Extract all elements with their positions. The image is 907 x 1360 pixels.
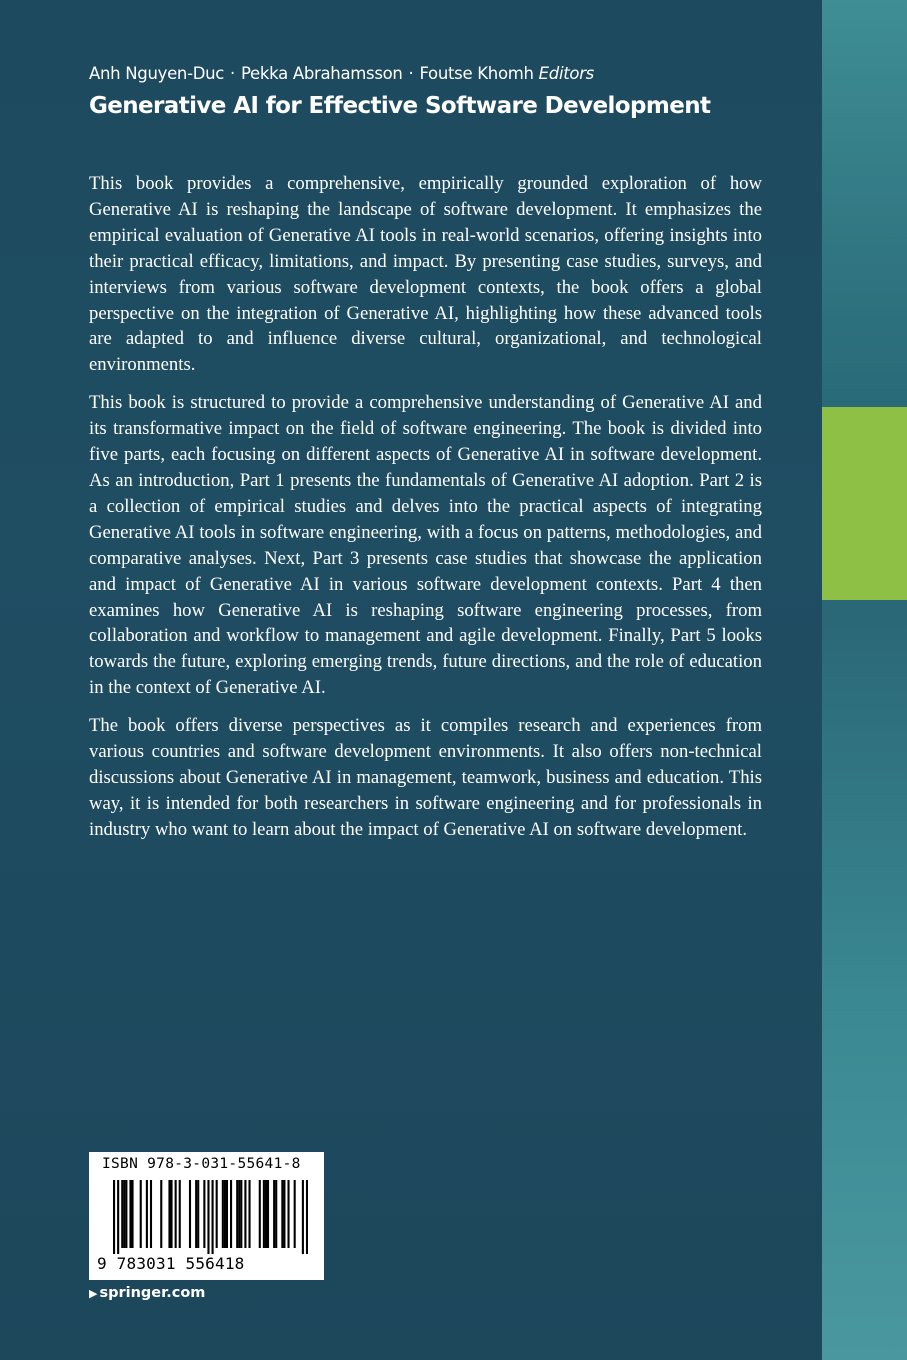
blurb-paragraph: This book is structured to provide a comprehensive understanding of Generative AI and its transformative impact on the field of software engineering. The book is divided into five parts, each focusing on different aspects of Generative AI in software development. As an introduction, Part 1 presents the fundamentals of Generative AI adoption. Part 2 is a collection of empirical studies and delves into the practical aspects of integrating Generative AI tools in software engineering, with a focus on patterns, methodologies, and comparative analyses. Next, Part 3 presents case studies that showcase the application and impact of Generative AI in various software development contexts. Part 4 then examines how Generative AI is reshaping software engineering processes, from collaboration and workflow to management and agile development. Finally, Part 5 looks towards the future, exploring emerging trends, future directions, and the role of education in the context of Generative AI. — [89, 392, 762, 699]
editor-name: Pekka Abrahamsson — [240, 64, 403, 83]
barcode-bar — [160, 1180, 162, 1248]
book-title: Generative AI for Effective Software Development — [89, 93, 711, 119]
barcode-bar — [226, 1180, 228, 1248]
barcode-bar — [207, 1180, 209, 1254]
barcode-bar — [195, 1180, 197, 1248]
barcode-icon — [113, 1180, 308, 1254]
barcode-bar — [146, 1180, 148, 1248]
barcode-bar — [212, 1180, 214, 1254]
barcode-bar — [230, 1180, 232, 1248]
triangle-right-icon: ▶ — [89, 1287, 98, 1300]
barcode-bar — [267, 1180, 269, 1248]
barcode-bar — [203, 1180, 205, 1248]
barcode-bar — [236, 1180, 238, 1248]
barcode-bar — [117, 1180, 119, 1254]
editor-separator: · — [408, 64, 414, 83]
barcode-bar — [287, 1180, 289, 1248]
barcode-bar — [150, 1180, 152, 1248]
barcode-bar — [263, 1180, 265, 1248]
barcode-digits: 9 783031 556418 — [97, 1254, 245, 1273]
barcode-bar — [121, 1180, 123, 1248]
editor-name: Anh Nguyen-Duc — [89, 64, 225, 83]
barcode-bar — [302, 1180, 304, 1254]
barcode-bar — [273, 1180, 275, 1248]
accent-bar — [822, 407, 907, 600]
editor-name: Foutse Khomh — [419, 64, 534, 83]
barcode-bar — [224, 1180, 226, 1248]
barcode-bar — [168, 1180, 170, 1248]
barcode-bar — [175, 1180, 177, 1248]
blurb-paragraph: The book offers diverse perspectives as it compiles research and experiences from various countries and software development environments. It also offers non-technical discussions about Generative AI in management, teamwork, business and education. This way, it is intended for both researchers in software engineering and for professionals in industry who want to learn about the impact of Generative AI on software development. — [89, 715, 762, 840]
editors-line — [89, 64, 594, 83]
barcode-bar — [275, 1180, 277, 1248]
barcode-bar — [197, 1180, 199, 1248]
barcode-bar — [140, 1180, 142, 1248]
barcode-box — [89, 1152, 324, 1280]
blurb — [89, 171, 762, 855]
barcode-bar — [189, 1180, 191, 1248]
editors-role: Editors — [538, 64, 594, 83]
barcode-bar — [131, 1180, 133, 1248]
barcode-bar — [283, 1180, 285, 1248]
barcode-bar — [179, 1180, 181, 1248]
publisher-url: springer.com — [99, 1285, 206, 1301]
barcode-bar — [123, 1180, 125, 1248]
barcode-bar — [244, 1180, 246, 1248]
barcode-bar — [113, 1180, 115, 1254]
barcode-bar — [238, 1180, 240, 1248]
barcode-bar — [281, 1180, 283, 1248]
barcode-bar — [125, 1180, 127, 1248]
barcode-bar — [129, 1180, 131, 1248]
blurb-paragraph: This book provides a comprehensive, empirically grounded exploration of how Generative AI is reshaping the landscape of software development. It emphasizes the empirical evaluation of Generative AI tools in real-world scenarios, offering insights into their practical efficacy, limitations, and impact. By presenting case studies, surveys, and interviews from various software development contexts, the book offers a global perspective on the integration of Generative AI, highlighting how these advanced tools are adapted to and influence diverse cultural, organizational, and technological environments. — [89, 173, 762, 376]
barcode-bar — [216, 1180, 218, 1248]
barcode-bar — [240, 1180, 242, 1248]
editor-separator: · — [230, 64, 235, 83]
barcode-bar — [294, 1180, 296, 1248]
side-color-strip — [822, 0, 907, 1360]
publisher-link[interactable] — [89, 1285, 205, 1301]
barcode-bar — [222, 1180, 224, 1248]
isbn-label: ISBN 978-3-031-55641-8 — [102, 1156, 301, 1172]
barcode-bar — [259, 1180, 261, 1248]
barcode-bar — [248, 1180, 250, 1248]
barcode-bar — [306, 1180, 308, 1254]
barcode-bar — [265, 1180, 267, 1248]
barcode-bar — [170, 1180, 172, 1248]
